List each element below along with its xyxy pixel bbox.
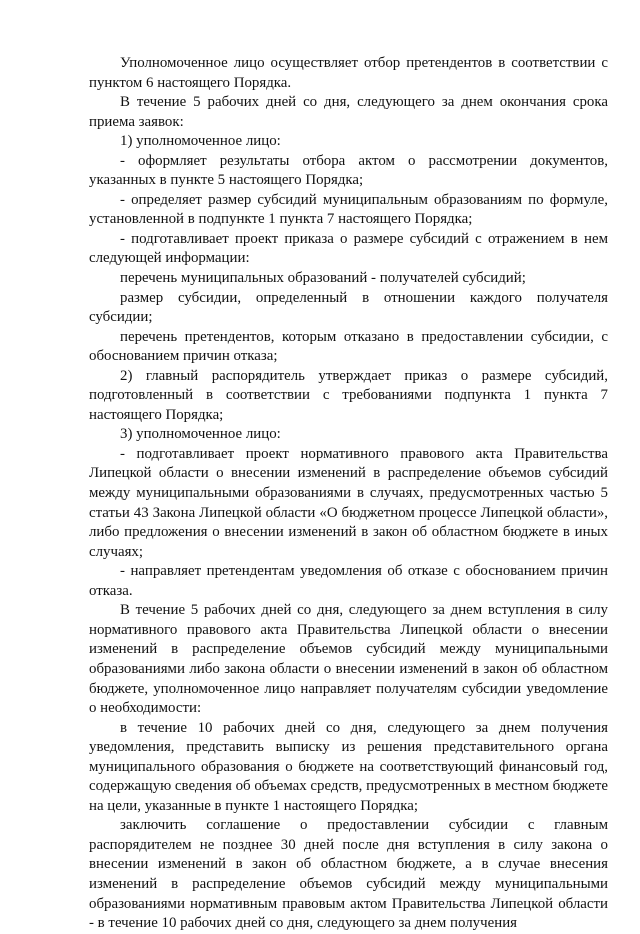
paragraph: - направляет претендентам уведомления об отказе с обоснованием причин отказа.: [89, 563, 608, 599]
paragraph: В течение 5 рабочих дней со дня, следующего за днем окончания срока приема заявок:: [89, 94, 608, 130]
paragraph: - оформляет результаты отбора актом о рассмотрении документов, указанных в пункте 5 настоящего Порядка;: [89, 152, 608, 189]
paragraph: в течение 10 рабочих дней со дня, следующего за днем получения уведомления, представить выписку из решения представительного органа муниципального образования о бюджете на соответствующий финансовый год, содержащую сведения об объемах средств, предусмотренных в местном бюджете на цели, указанные в пункте 1 настоящего Порядка;: [89, 719, 608, 814]
paragraph: размер субсидии, определенный в отношении каждого получателя субсидии;: [89, 289, 608, 326]
paragraph: 1) уполномоченное лицо:: [120, 133, 281, 150]
paragraph: заключить соглашение о предоставлении субсидии с главным распорядителем не позднее 30 дней после дня вступления в силу закона о внесении изменений в закон об областном бюджете, а в случае внесения изменений в распределение объемов субсидий между муниципальными образованиями нормативным правовым актом Правительства Липецкой области - в течение 10 рабочих дней со дня, следующего за днем получения: [89, 817, 608, 932]
paragraph: 3) уполномоченное лицо:: [120, 426, 281, 443]
document-body: [89, 54, 608, 934]
paragraph: В течение 5 рабочих дней со дня, следующего за днем вступления в силу нормативного правового акта Правительства Липецкой области о внесении изменений в распределение объемов субсидий между муниципальными образованиями либо закона области о внесении изменений в закон об областном бюджете, уполномоченное лицо направляет получателям субсидии уведомление о необходимости:: [89, 602, 608, 717]
paragraph: Уполномоченное лицо осуществляет отбор претендентов в соответствии с пунктом 6 настоящего Порядка.: [89, 55, 608, 91]
paragraph: перечень претендентов, которым отказано в предоставлении субсидии, с обоснованием причин отказа;: [89, 328, 608, 365]
paragraph: - определяет размер субсидий муниципальным образованиям по формуле, установленной в подпункте 1 пункта 7 настоящего Порядка;: [89, 191, 608, 228]
paragraph: - подготавливает проект приказа о размере субсидий с отражением в нем следующей информации:: [89, 230, 608, 267]
paragraph: перечень муниципальных образований - получателей субсидий;: [120, 270, 526, 287]
paragraph: 2) главный распорядитель утверждает приказ о размере субсидий, подготовленный в соответствии с требованиями подпункта 1 пункта 7 настоящего Порядка;: [89, 367, 608, 423]
paragraph: - подготавливает проект нормативного правового акта Правительства Липецкой области о внесении изменений в распределение объемов субсидий между муниципальными образованиями в случаях, предусмотренных частью 5 статьи 43 Закона Липецкой области «О бюджетном процессе Липецкой области», либо предложения о внесении изменений в закон об областном бюджете в иных случаях;: [89, 445, 608, 560]
